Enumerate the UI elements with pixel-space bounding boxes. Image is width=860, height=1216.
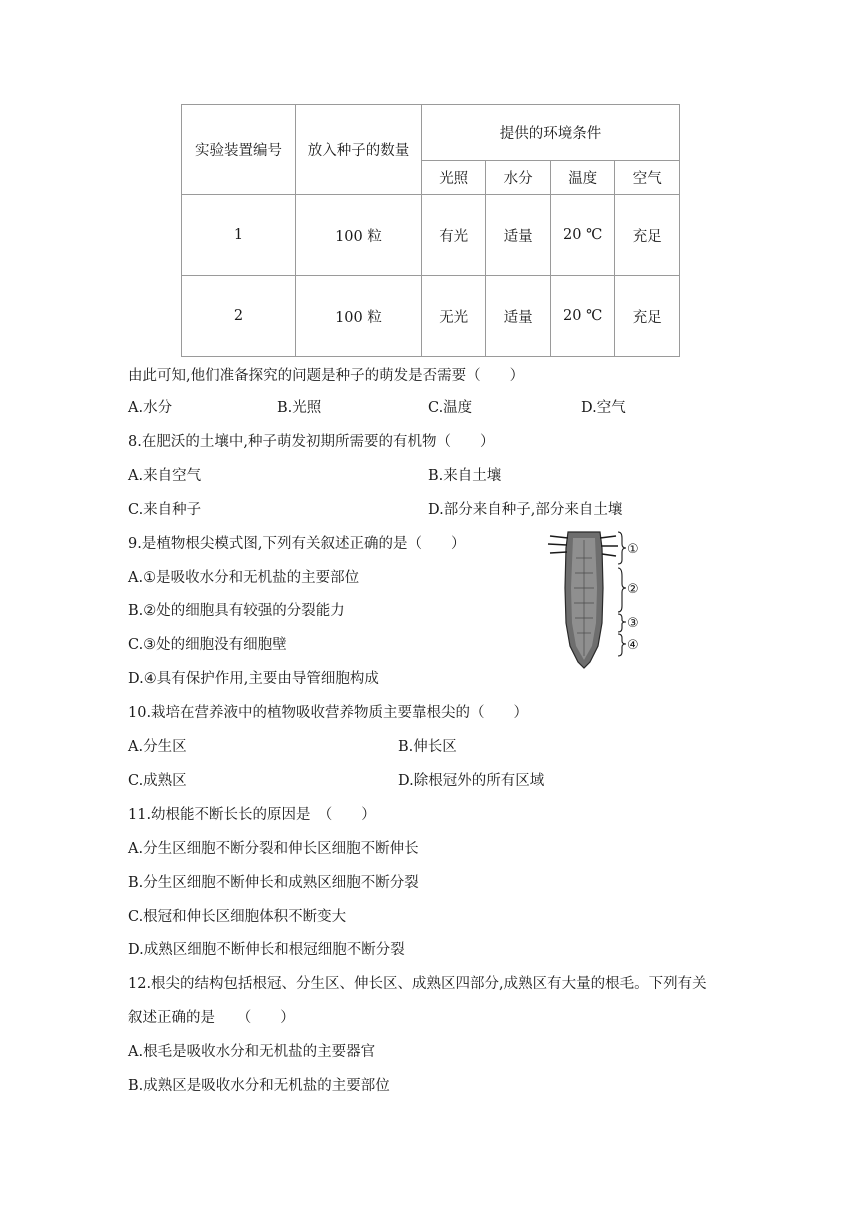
header-seed-count: 放入种子的数量 [295, 105, 421, 195]
experiment-table [181, 104, 680, 357]
root-tip-diagram [540, 528, 660, 670]
q9-option-a: A.①是吸收水分和无机盐的主要部位 [128, 570, 360, 586]
q10-option-c: C.成熟区 [128, 773, 187, 789]
figure-label-1: ① [627, 542, 639, 557]
header-device-id: 实验装置编号 [182, 105, 296, 195]
cell-water: 适量 [486, 195, 550, 276]
q7-option-a: A.水分 [128, 400, 173, 416]
figure-label-3: ③ [627, 616, 639, 631]
table-header-row [182, 105, 680, 161]
q9-option-c: C.③处的细胞没有细胞壁 [128, 637, 287, 653]
figure-label-4: ④ [627, 638, 639, 653]
zone-brackets [618, 532, 626, 656]
cell-temp: 20 ℃ [550, 195, 615, 276]
header-light: 光照 [421, 161, 485, 195]
table-row [182, 276, 680, 357]
q11-option-c: C.根冠和伸长区细胞体积不断变大 [128, 909, 347, 925]
q10-option-d: D.除根冠外的所有区域 [398, 773, 545, 789]
q8-option-c: C.来自种子 [128, 502, 202, 518]
cell-light: 有光 [421, 195, 485, 276]
cell-light: 无光 [421, 276, 485, 357]
q11-option-a: A.分生区细胞不断分裂和伸长区细胞不断伸长 [128, 841, 419, 857]
cell-count: 100 粒 [295, 195, 421, 276]
header-temperature: 温度 [550, 161, 615, 195]
q8-option-d: D.部分来自种子,部分来自土壤 [428, 502, 623, 518]
q7-stem: 由此可知,他们准备探究的问题是种子的萌发是否需要（ ） [128, 368, 525, 384]
q12-stem-line2: 叙述正确的是 （ ） [128, 1010, 295, 1026]
q9-stem: 9.是植物根尖模式图,下列有关叙述正确的是（ ） [128, 536, 466, 552]
q10-option-a: A.分生区 [128, 739, 187, 755]
header-conditions: 提供的环境条件 [421, 105, 679, 161]
figure-label-2: ② [627, 582, 639, 597]
q12-option-b: B.成熟区是吸收水分和无机盐的主要部位 [128, 1078, 390, 1094]
q8-option-b: B.来自土壤 [428, 468, 502, 484]
cell-water: 适量 [486, 276, 550, 357]
cell-temp: 20 ℃ [550, 276, 615, 357]
table-row [182, 195, 680, 276]
q10-stem: 10.栽培在营养液中的植物吸收营养物质主要靠根尖的（ ） [128, 705, 529, 721]
q7-option-d: D.空气 [581, 400, 626, 416]
header-air: 空气 [615, 161, 680, 195]
q7-option-b: B.光照 [277, 400, 322, 416]
cell-air: 充足 [615, 195, 680, 276]
q11-option-b: B.分生区细胞不断伸长和成熟区细胞不断分裂 [128, 875, 419, 891]
q8-stem: 8.在肥沃的土壤中,种子萌发初期所需要的有机物（ ） [128, 434, 495, 450]
cell-count: 100 粒 [295, 276, 421, 357]
q9-option-b: B.②处的细胞具有较强的分裂能力 [128, 603, 345, 619]
q10-option-b: B.伸长区 [398, 739, 457, 755]
cell-id: 1 [182, 195, 296, 276]
q12-stem-line1: 12.根尖的结构包括根冠、分生区、伸长区、成熟区四部分,成熟区有大量的根毛。下列有关 [128, 976, 707, 992]
header-water: 水分 [486, 161, 550, 195]
root-tip-figure [540, 528, 660, 670]
q7-option-c: C.温度 [428, 400, 473, 416]
q12-option-a: A.根毛是吸收水分和无机盐的主要器官 [128, 1044, 376, 1060]
q8-option-a: A.来自空气 [128, 468, 202, 484]
q11-stem: 11.幼根能不断长长的原因是 （ ） [128, 807, 376, 823]
cell-air: 充足 [615, 276, 680, 357]
q11-option-d: D.成熟区细胞不断伸长和根冠细胞不断分裂 [128, 942, 405, 958]
cell-id: 2 [182, 276, 296, 357]
q9-option-d: D.④具有保护作用,主要由导管细胞构成 [128, 671, 379, 687]
